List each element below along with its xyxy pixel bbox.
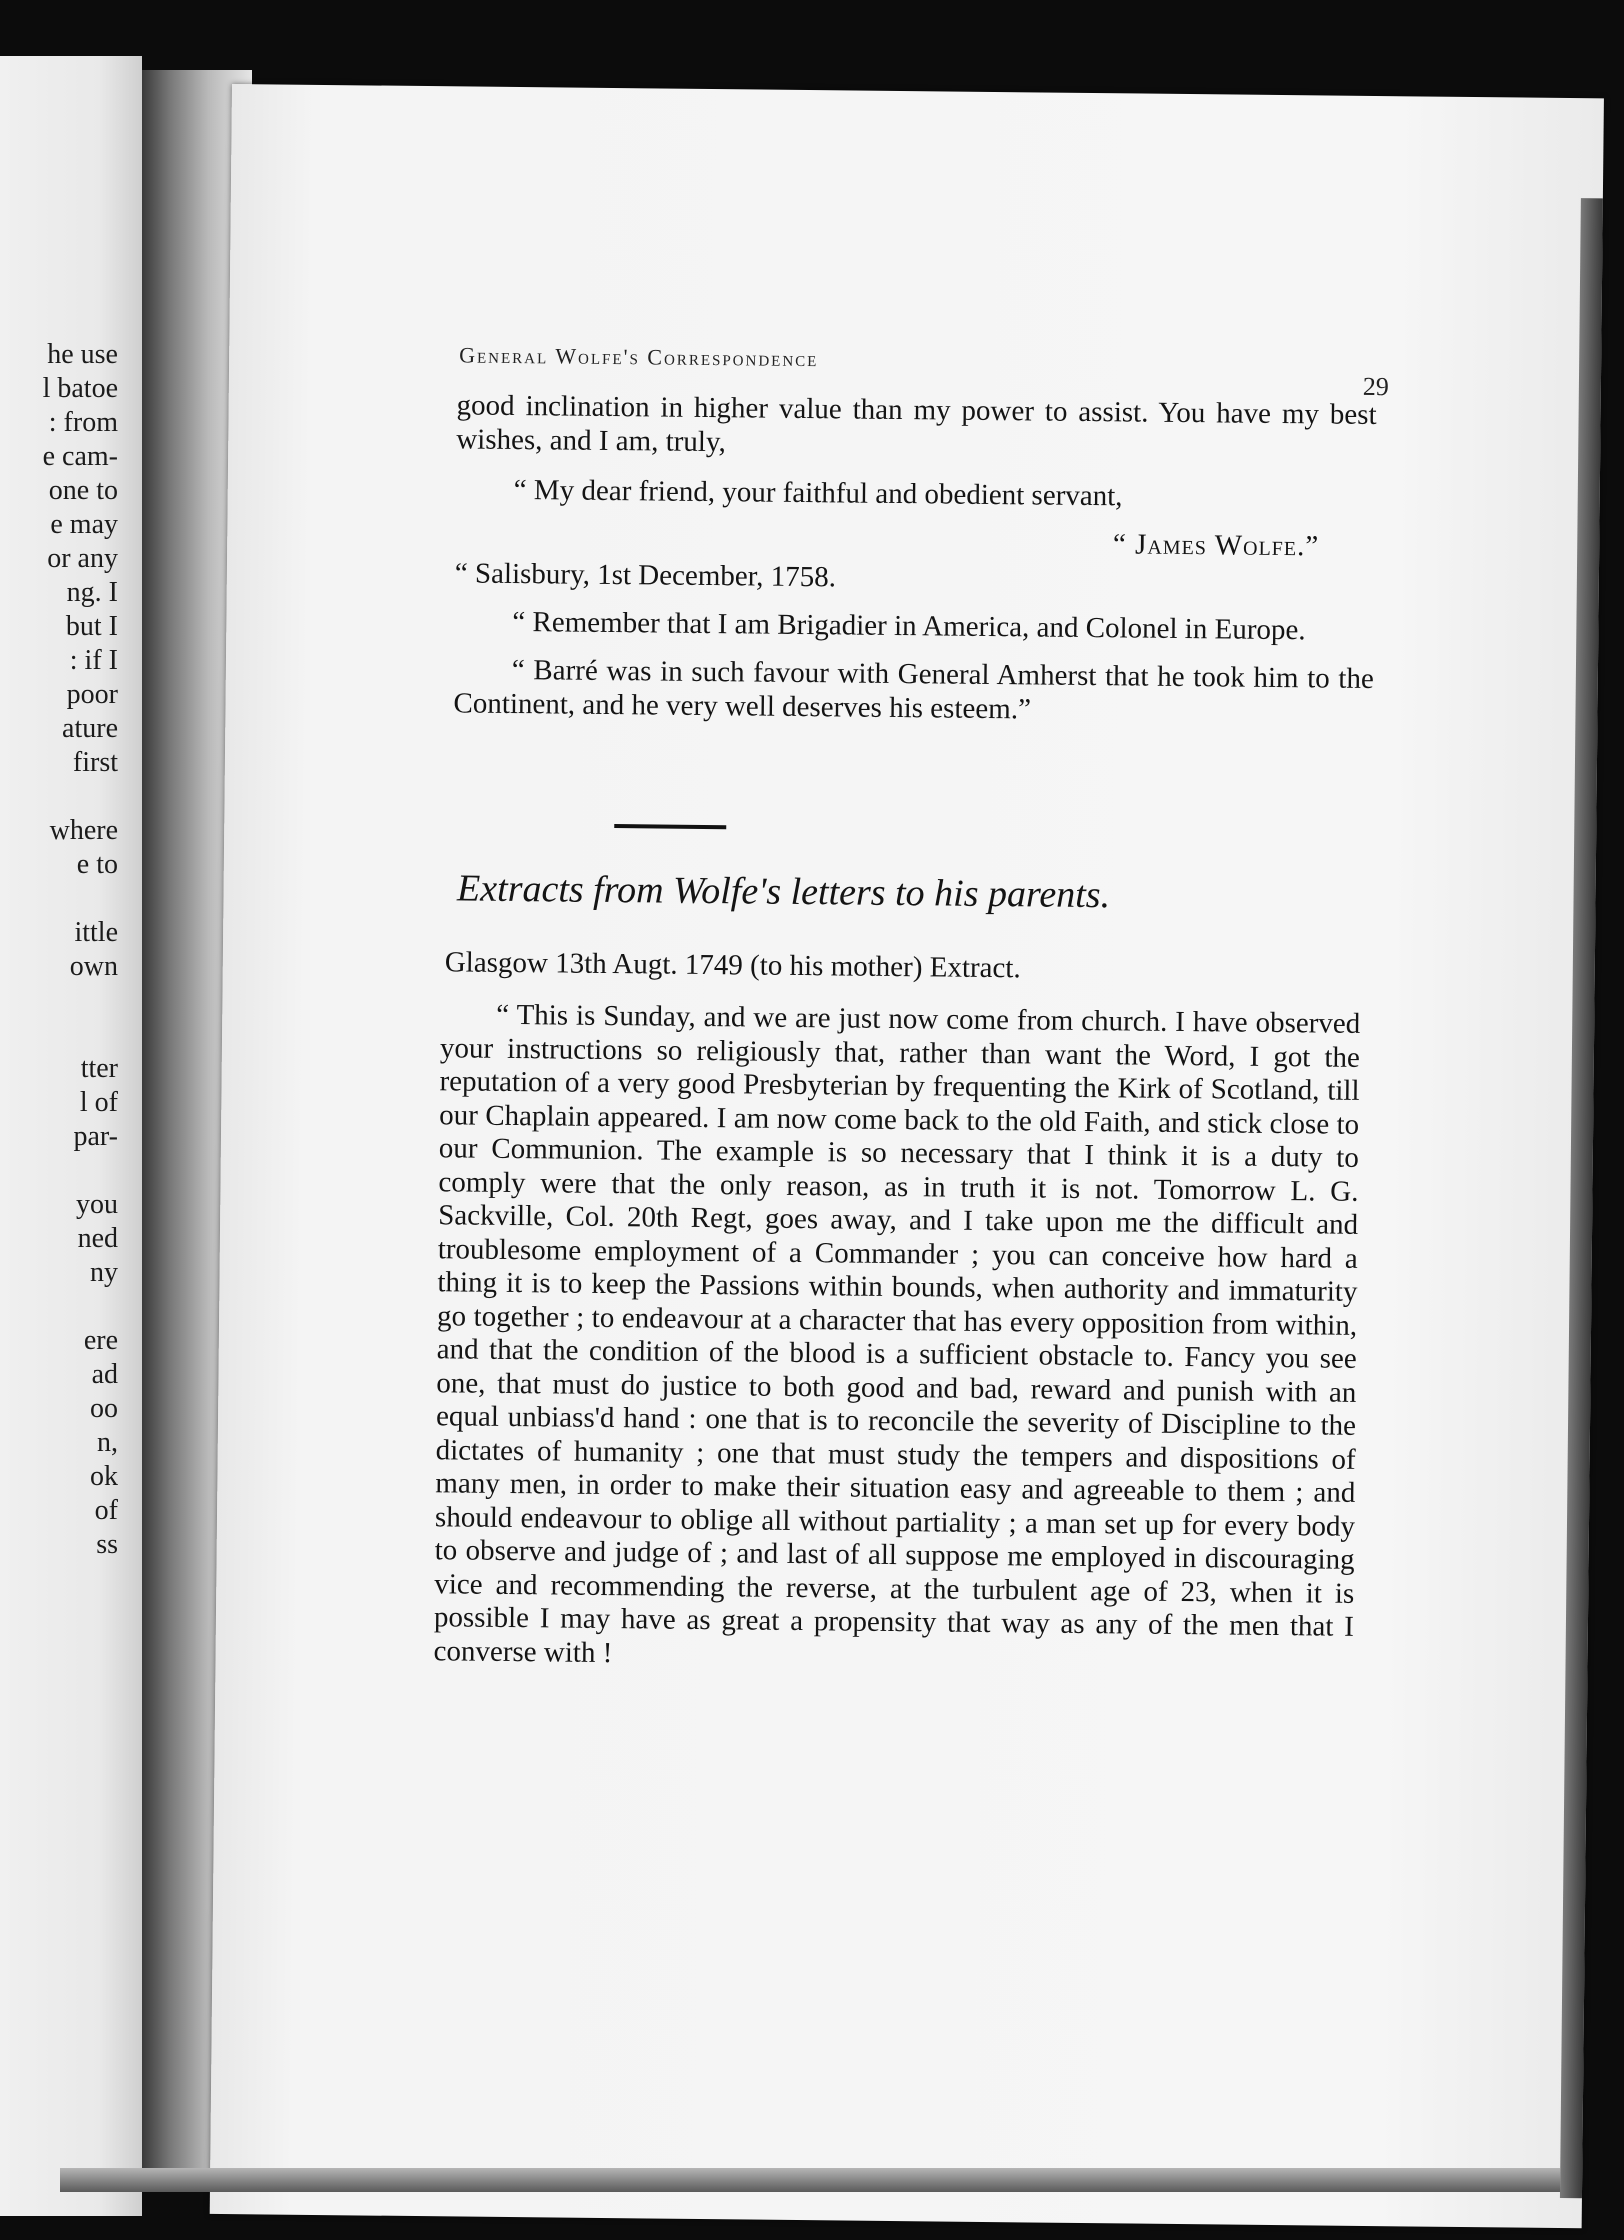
- postscript-barre: “ Barré was in such favour with General Amherst that he took him to the Continent, and he very well deserves his esteem.”: [453, 653, 1374, 726]
- left-page-line: e cam-: [42, 441, 118, 472]
- left-page-line: poor: [66, 679, 118, 710]
- left-page-line: ss: [96, 1529, 118, 1560]
- left-page-line: first: [72, 747, 118, 778]
- left-page-line: he use: [47, 339, 118, 370]
- left-page-line: : if I: [69, 645, 118, 676]
- left-facing-page: [0, 56, 142, 2216]
- left-page-line: oo: [90, 1393, 118, 1424]
- left-page-line: e may: [50, 509, 118, 540]
- section-divider-rule: [614, 824, 726, 829]
- book-page: [210, 84, 1604, 2228]
- left-page-line: ad: [91, 1359, 118, 1390]
- letter-date-line: Glasgow 13th Augt. 1749 (to his mother) Extract.: [444, 946, 1021, 985]
- postscript-remember: “ Remember that I am Brigadier in America, and Colonel in Europe.: [512, 605, 1306, 647]
- running-header: General Wolfe's Correspondence: [459, 342, 819, 372]
- left-page-line: you: [76, 1189, 118, 1220]
- left-page-line: ittle: [74, 917, 118, 948]
- letter-ending: [453, 388, 1376, 730]
- left-page-line: ned: [77, 1223, 118, 1254]
- left-page-line: own: [69, 951, 118, 982]
- left-page-line: one to: [48, 475, 118, 506]
- left-page-line: tter: [80, 1053, 118, 1084]
- section-title: Extracts from Wolfe's letters to his parents.: [456, 867, 1111, 917]
- continued-paragraph: good inclination in higher value than my power to assist. You have my best wishes, and I am, truly,: [456, 389, 1377, 459]
- left-page-line: or any: [47, 543, 118, 574]
- closing-line: “ My dear friend, your faithful and obedient servant,: [513, 473, 1123, 513]
- left-page-line: l of: [79, 1087, 118, 1118]
- letter-extract-paragraph: “ This is Sunday, and we are just now come from church. I have observed your instructions so religiously that, rather than want the Word, I got the reputation of a very good Presbyterian by frequenting the Kirk of Scotland, till our Chaplain appeared. I am now come back to the old Faith, and stick close to our Communion. The example is so necessary that I think it is a duty to comply were that the only reason, as in truth it is not. Tomorrow L. G. Sackville, Col. 20th Regt, goes away, and I take upon me the difficult and troublesome employment of a Commander ; you can conceive how hard a thing it is to keep the Passions within bounds, when authority and immaturity go together ; to endeavour at a character that has every opposition from within, and that the condition of the blood is a sufficient obstacle to. Fancy you see one, that must do justice to both good and bad, reward and punish with an equal unbiass'd hand : one that is to reconcile the severity of Discipline to the dictates of humanity ; one that must study the tempers and dispositions of many men, in order to make their situation easy and agreeable to them ; and should endeavour to oblige all without partiality ; a man set up for every body to observe and judge of ; and last of all suppose me employed in discouraging vice and recommending the reverse, at the turbulent age of 23, when it is possible I may have as great a propensity that way as any of the men that I converse with !: [433, 998, 1361, 1669]
- place-date-line: “ Salisbury, 1st December, 1758.: [454, 557, 837, 594]
- left-page-line: of: [94, 1495, 118, 1526]
- left-page-line: : from: [48, 407, 118, 438]
- left-page-line: n,: [97, 1427, 118, 1458]
- left-page-line: but I: [65, 611, 118, 642]
- left-page-line: ok: [90, 1461, 118, 1492]
- letter-extract: [433, 998, 1360, 1678]
- left-page-line: ere: [83, 1325, 118, 1356]
- left-page-line: l batoe: [42, 373, 118, 404]
- page-number: 29: [1362, 371, 1390, 402]
- left-page-line: ny: [90, 1257, 118, 1288]
- left-page-line: ng. I: [66, 577, 118, 608]
- book-bottom-edge: [60, 2168, 1560, 2192]
- signature: “ James Wolfe.”: [1112, 528, 1320, 563]
- page-edge: [1560, 198, 1603, 2198]
- left-page-line: ature: [62, 713, 118, 744]
- left-page-line: par-: [73, 1121, 118, 1152]
- left-page-line: e to: [76, 849, 118, 880]
- left-page-line: where: [49, 815, 118, 846]
